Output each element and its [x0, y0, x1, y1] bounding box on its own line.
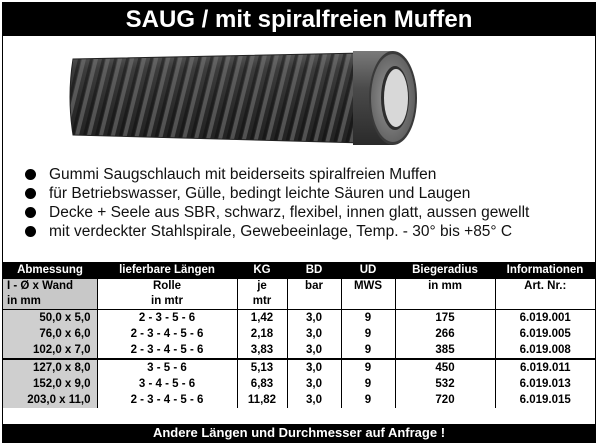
- col-header: KG: [237, 262, 287, 279]
- hose-icon: [63, 39, 433, 159]
- col-subheader: [341, 294, 395, 310]
- feature-item: Gummi Saugschlauch mit beiderseits spiralfreien Muffen: [23, 165, 593, 184]
- feature-item: für Betriebswasser, Gülle, bedingt leichte Säuren und Laugen: [23, 184, 593, 203]
- cell-article-no: 6.019.005: [495, 326, 595, 342]
- col-header: BD: [287, 262, 341, 279]
- cell-vacuum: 9: [341, 310, 395, 327]
- cell-weight: 11,82: [237, 392, 287, 408]
- col-subheader: in mm: [395, 279, 495, 294]
- cell-pressure: 3,0: [287, 392, 341, 408]
- cell-pressure: 3,0: [287, 376, 341, 392]
- cell-pressure: 3,0: [287, 310, 341, 327]
- cell-dimension: 102,0 x 7,0: [3, 342, 97, 359]
- cell-lengths: 3 - 5 - 6: [97, 359, 237, 376]
- col-subheader: bar: [287, 279, 341, 294]
- page-title: SAUG / mit spiralfreien Muffen: [3, 3, 595, 36]
- cell-weight: 5,13: [237, 359, 287, 376]
- cell-pressure: 3,0: [287, 342, 341, 359]
- table-row: [3, 376, 595, 392]
- footer-note: Andere Längen und Durchmesser auf Anfrage !: [3, 424, 595, 442]
- col-header: UD: [341, 262, 395, 279]
- table-row: [3, 392, 595, 408]
- table-row: [3, 342, 595, 359]
- cell-vacuum: 9: [341, 326, 395, 342]
- spec-table: [3, 262, 595, 408]
- cell-article-no: 6.019.013: [495, 376, 595, 392]
- col-subheader: in mm: [3, 294, 97, 310]
- cell-vacuum: 9: [341, 376, 395, 392]
- table-row: [3, 326, 595, 342]
- cell-bend-radius: 175: [395, 310, 495, 327]
- cell-lengths: 3 - 4 - 5 - 6: [97, 376, 237, 392]
- table-header-row: [3, 262, 595, 279]
- cell-article-no: 6.019.008: [495, 342, 595, 359]
- col-subheader: je: [237, 279, 287, 294]
- col-subheader: [287, 294, 341, 310]
- cell-bend-radius: 450: [395, 359, 495, 376]
- hose-image: [63, 39, 433, 159]
- cell-pressure: 3,0: [287, 326, 341, 342]
- cell-bend-radius: 266: [395, 326, 495, 342]
- cell-weight: 3,83: [237, 342, 287, 359]
- cell-weight: 6,83: [237, 376, 287, 392]
- cell-bend-radius: 385: [395, 342, 495, 359]
- cell-dimension: 152,0 x 9,0: [3, 376, 97, 392]
- col-subheader: Art. Nr.:: [495, 279, 595, 294]
- cell-bend-radius: 720: [395, 392, 495, 408]
- col-subheader: mtr: [237, 294, 287, 310]
- table-subheader-row: [3, 294, 595, 310]
- cell-dimension: 127,0 x 8,0: [3, 359, 97, 376]
- col-subheader: Rolle: [97, 279, 237, 294]
- col-subheader: I - Ø x Wand: [3, 279, 97, 294]
- feature-item: Decke + Seele aus SBR, schwarz, flexibel, innen glatt, aussen gewellt: [23, 203, 593, 222]
- cell-vacuum: 9: [341, 342, 395, 359]
- cell-bend-radius: 532: [395, 376, 495, 392]
- cell-lengths: 2 - 3 - 4 - 5 - 6: [97, 392, 237, 408]
- col-subheader: [495, 294, 595, 310]
- col-header: Informationen: [495, 262, 595, 279]
- product-sheet: [2, 2, 596, 443]
- col-header: Abmessung: [3, 262, 97, 279]
- feature-item: mit verdeckter Stahlspirale, Gewebeeinlage, Temp. - 30° bis +85° C: [23, 222, 593, 241]
- cell-dimension: 76,0 x 6,0: [3, 326, 97, 342]
- cell-lengths: 2 - 3 - 4 - 5 - 6: [97, 342, 237, 359]
- cell-article-no: 6.019.015: [495, 392, 595, 408]
- cell-pressure: 3,0: [287, 359, 341, 376]
- cell-article-no: 6.019.011: [495, 359, 595, 376]
- col-subheader: [395, 294, 495, 310]
- table-subheader-row: [3, 279, 595, 294]
- col-header: Biegeradius: [395, 262, 495, 279]
- cell-article-no: 6.019.001: [495, 310, 595, 327]
- cell-lengths: 2 - 3 - 5 - 6: [97, 310, 237, 327]
- cell-vacuum: 9: [341, 359, 395, 376]
- feature-list: [23, 165, 593, 241]
- cell-dimension: 203,0 x 11,0: [3, 392, 97, 408]
- col-subheader: in mtr: [97, 294, 237, 310]
- cell-dimension: 50,0 x 5,0: [3, 310, 97, 327]
- cell-lengths: 2 - 3 - 4 - 5 - 6: [97, 326, 237, 342]
- cell-weight: 2,18: [237, 326, 287, 342]
- table-row: [3, 310, 595, 327]
- col-header: lieferbare Längen: [97, 262, 237, 279]
- col-subheader: MWS: [341, 279, 395, 294]
- cell-weight: 1,42: [237, 310, 287, 327]
- cell-vacuum: 9: [341, 392, 395, 408]
- table-row: [3, 359, 595, 376]
